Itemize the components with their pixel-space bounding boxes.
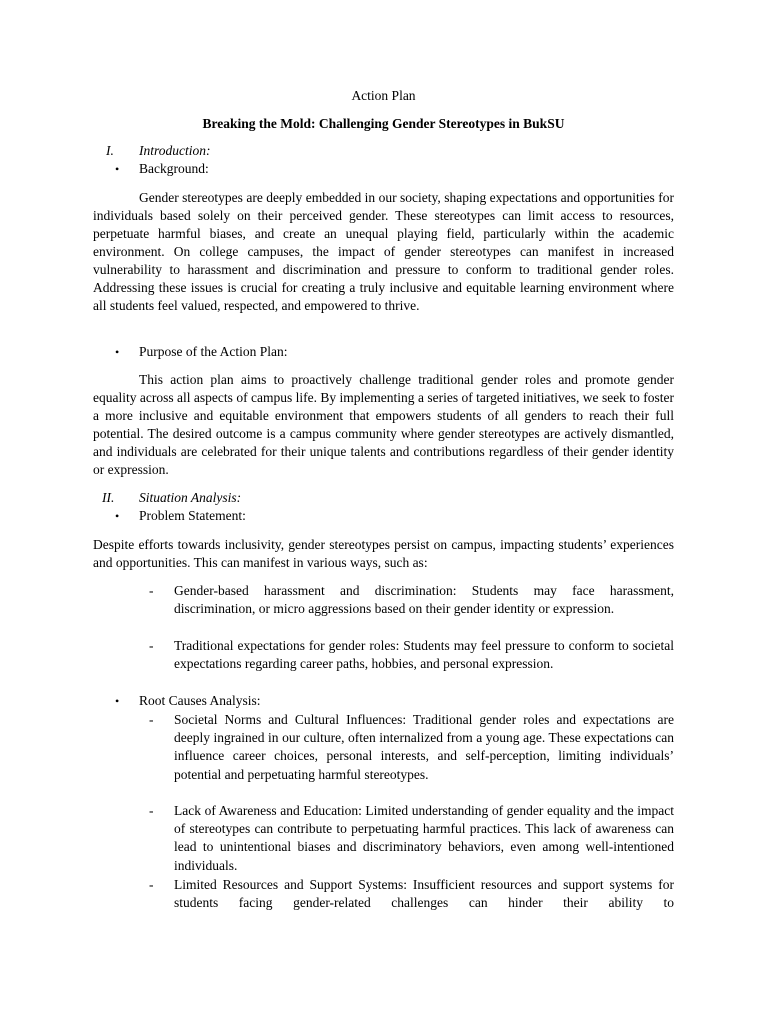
problem-label: Problem Statement: xyxy=(139,508,246,523)
dash-icon: - xyxy=(149,877,154,892)
section-numeral-situation: II. xyxy=(102,490,115,505)
section-heading-situation: Situation Analysis: xyxy=(139,490,242,505)
purpose-paragraph: This action plan aims to proactively challenge traditional gender roles and promote gender equality across all aspects of campus life. By implementing a series of targeted initiatives, we seek to foster a more inclusive and equitable environment that empowers students of all genders to reach their full potential. The desired outcome is a campus community where gender stereotypes are actively dismantled, and individuals are celebrated for their unique talents and contributions regardless of their gender identity or expression. xyxy=(93,372,674,477)
bullet-icon: • xyxy=(115,162,120,176)
dash-icon: - xyxy=(149,583,154,598)
root-cause-item: Societal Norms and Cultural Influences: Traditional gender roles and expectations are deeply ingrained in our culture, often internalized from a young age. These expectations can influence career choices, personal interests, and self-perception, limiting individuals’ potential and perpetuating harmful stereotypes. xyxy=(174,712,674,782)
problem-item: Traditional expectations for gender roles: Students may feel pressure to conform to societal expectations regarding career paths, hobbies, and personal expression. xyxy=(174,638,674,672)
problem-item: Gender-based harassment and discrimination: Students may face harassment, discrimination, or micro aggressions based on their gender identity or expression. xyxy=(174,583,674,617)
problem-paragraph: Despite efforts towards inclusivity, gender stereotypes persist on campus, impacting students’ experiences and opportunities. This can manifest in various ways, such as: xyxy=(93,537,674,570)
root-cause-item: Limited Resources and Support Systems: Insufficient resources and support systems for students facing gender-related challenges can hinder their ability to xyxy=(174,877,674,911)
page-title: Action Plan xyxy=(351,88,416,103)
purpose-label: Purpose of the Action Plan: xyxy=(139,344,288,359)
bullet-icon: • xyxy=(115,694,120,708)
section-heading-intro: Introduction: xyxy=(139,143,211,158)
dash-icon: - xyxy=(149,712,154,727)
background-paragraph: Gender stereotypes are deeply embedded in our society, shaping expectations and opportunities for individuals based solely on their perceived gender. These stereotypes can limit access to resources, perpetuate harmful biases, and create an unequal playing field, particularly within the academic environment. On college campuses, the impact of gender stereotypes can manifest in increased vulnerability to harassment and discrimination and pressure to conform to traditional gender roles. Addressing these issues is crucial for creating a truly inclusive and equitable learning environment where all students feel valued, respected, and empowered to thrive. xyxy=(93,190,674,313)
background-label: Background: xyxy=(139,161,209,176)
dash-icon: - xyxy=(149,638,154,653)
bullet-icon: • xyxy=(115,509,120,523)
root-causes-label: Root Causes Analysis: xyxy=(139,693,261,708)
root-cause-item: Lack of Awareness and Education: Limited understanding of gender equality and the impact of stereotypes can contribute to perpetuating harmful practices. This lack of awareness can lead to unintentional biases and discriminatory behaviors, even among well-intentioned individuals. xyxy=(174,803,674,873)
page-subtitle: Breaking the Mold: Challenging Gender Stereotypes in BukSU xyxy=(202,116,565,131)
bullet-icon: • xyxy=(115,345,120,359)
dash-icon: - xyxy=(149,803,154,818)
section-numeral-intro: I. xyxy=(106,143,114,158)
